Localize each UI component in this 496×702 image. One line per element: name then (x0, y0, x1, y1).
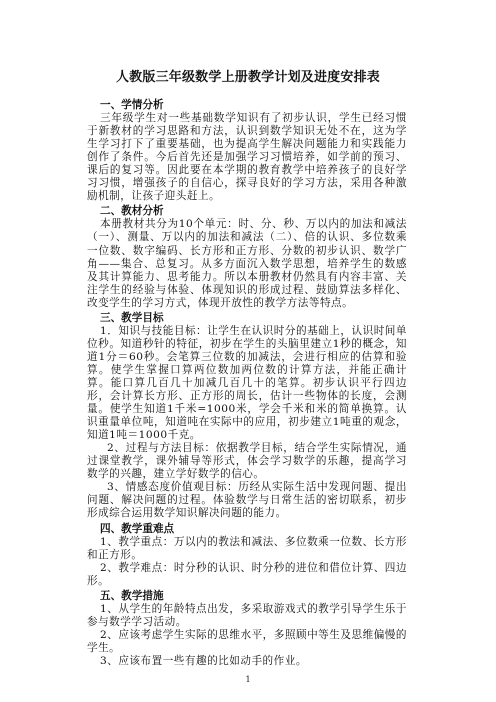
paragraph: 3、应该布置一些有趣的比如动手的作业。 (100, 654, 307, 667)
paragraph: 2、过程与方法目标：依据教学目标，结合学生实际情况，通过课堂教学，课外辅导等形式，体会学习数学的乐趣，提高学习数学的兴趣，建立学好数学的信心。 (87, 442, 407, 481)
paragraph: 本册教材共分为10个单元：时、分、秒、万以内的加法和减法（一）、测量、万以内的加法和减法（二）、倍的认识、多位数乘一位数、数字编码、长方形和正方形、分数的初步认识、数学广角——集合、总复习。从多方面沉入数学思想，培养学生的数感及其计算能力、思考能力。所以本册教材仍然具有内容丰富、关注学生的经验与体验、体现知识的形成过程、鼓励算法多样化、改变学生的学习方式，体现开放性的教学方法等特点。 (87, 218, 407, 309)
paragraph: 2、应该考虑学生实际的思维水平，多照顾中等生及思维偏慢的学生。 (87, 628, 407, 654)
section-heading-learning-analysis: 一、学情分析 (100, 99, 164, 111)
paragraph: 1、教学重点：万以内的教法和减法、多位数乘一位数、长方形和正方形。 (87, 535, 407, 561)
paragraph: 三年级学生对一些基础数学知识有了初步认识，学生已经习惯于新教材的学习思路和方法，认识到数学知识无处不在，这为学生学习打下了重要基础，也为提高学生解决问题能力和实践能力创作了条件。今后首先还是加强学习习惯培养，如学前的预习、课后的复习等。因此要在本学期的教育教学中培养孩子的良好学习习惯，增强孩子的自信心，探寻良好的学习方法，采用各种激励机制，让孩子迎头赶上。 (87, 112, 407, 203)
paragraph: 1．知识与技能目标：让学生在认识时分的基础上，认识时间单位秒。知道秒针的特征，初步在学生的头脑里建立1秒的概念，知道1分＝60秒。会笔算三位数的加减法，会进行相应的估算和验算。使学生掌握口算两位数加两位数的计算方法，并能正确计算。能口算几百几十加减几百几十的笔算。初步认识平行四边形，会计算长方形、正方形的周长，估计一些物体的长度，会测量。使学生知道1千米=1000米，学会千米和米的简单换算。认识重量单位吨，知道吨在实际中的应用，初步建立1吨重的观念，知道1吨＝1000千克。 (87, 324, 407, 442)
paragraph: 2、教学难点：时分秒的认识、时分秒的进位和借位计算、四边形。 (87, 561, 407, 587)
section-heading-teaching-measures: 五、教学措施 (100, 589, 164, 602)
section-heading-key-points: 四、教学重难点 (100, 522, 175, 535)
page-number: 1 (245, 675, 251, 684)
section-heading-teaching-goals: 三、教学目标 (100, 311, 164, 324)
paragraph: 3、情感态度价值观目标：历经从实际生活中发现问题、提出问题、解决问题的过程。体验数学与日常生活的密切联系，初步形成综合运用数学知识解决问题的能力。 (87, 481, 407, 520)
document-title: 人教版三年级数学上册教学计划及进度安排表 (115, 70, 380, 85)
document-body (87, 97, 407, 668)
section-heading-textbook-analysis: 二、教材分析 (100, 205, 164, 218)
paragraph: 1、从学生的年龄特点出发，多采取游戏式的教学引导学生乐于参与数学学习活动。 (87, 602, 407, 628)
